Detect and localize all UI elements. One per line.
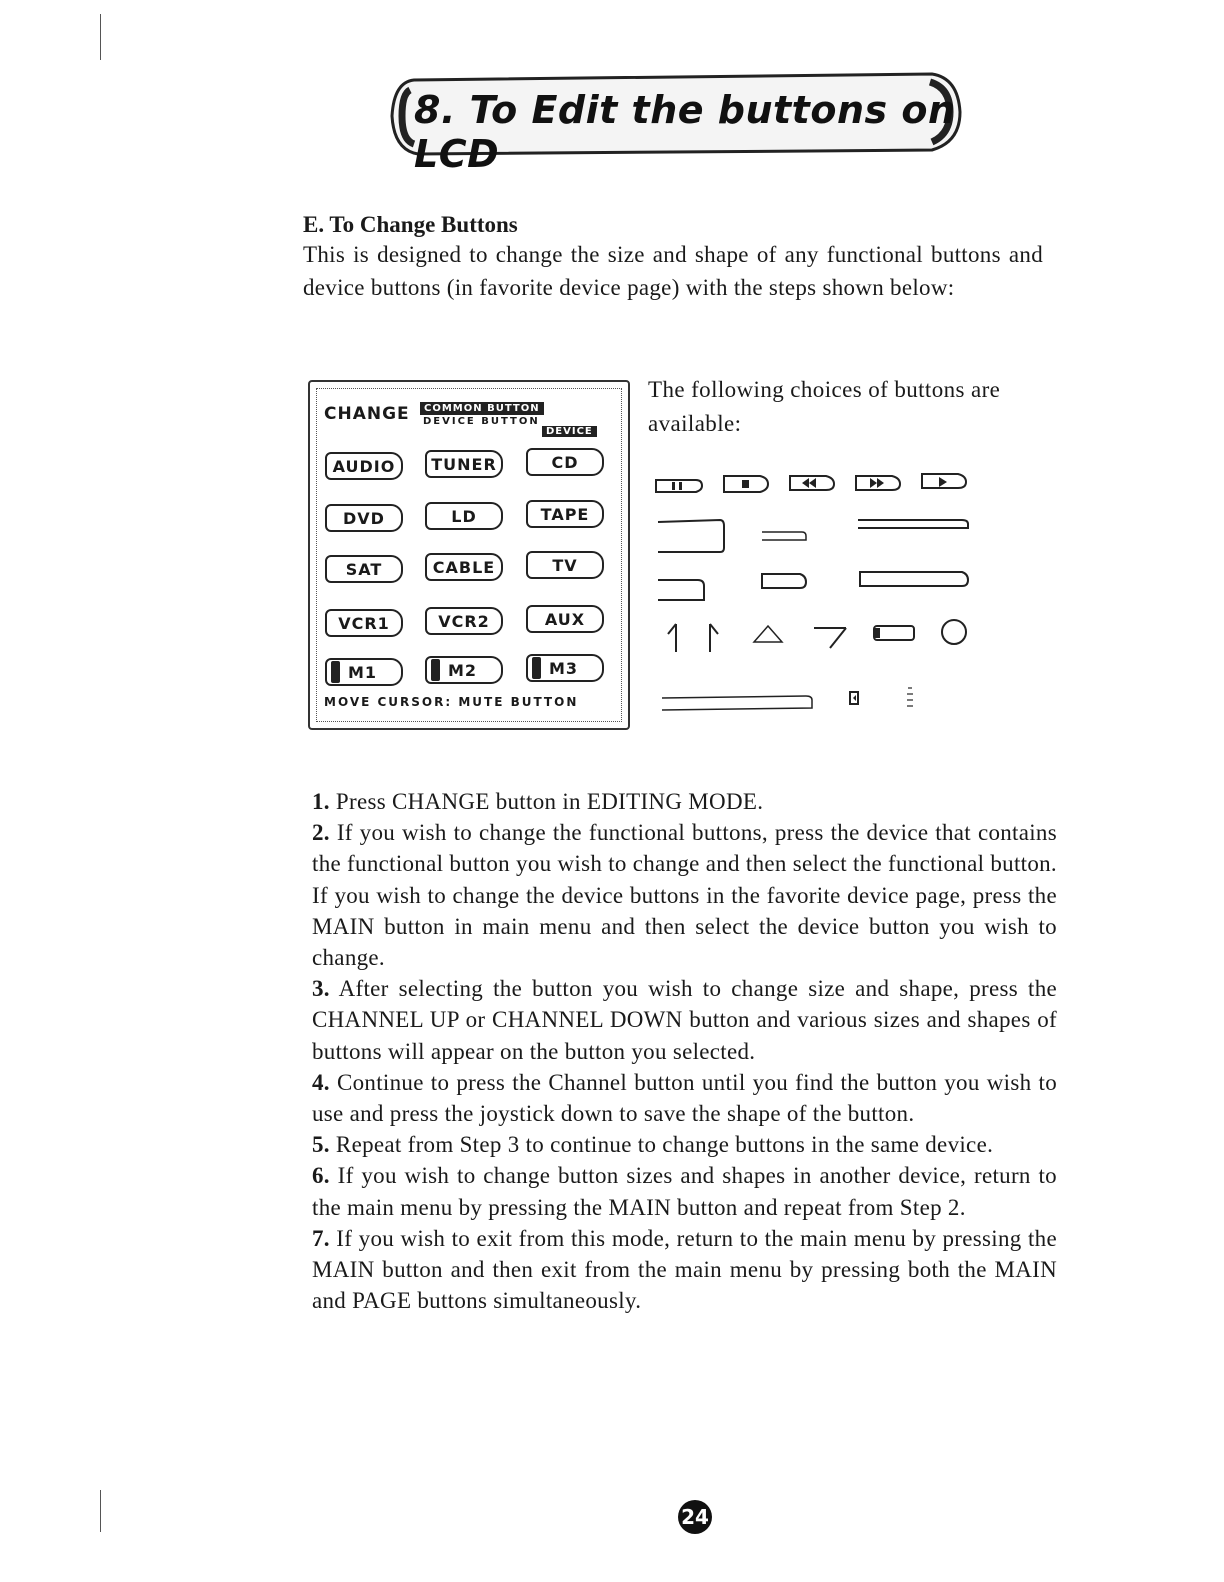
list-item	[312, 786, 1057, 817]
fast-forward-icon	[856, 476, 900, 490]
circle-button-shape	[942, 620, 966, 644]
margin-mark-bottom	[100, 1490, 101, 1532]
list-item	[312, 817, 1057, 973]
rewind-icon	[790, 476, 834, 490]
up-right-arrow-icon	[710, 624, 718, 652]
triangle-icon	[754, 626, 782, 642]
step-number: 2.	[312, 820, 330, 846]
rounded-small-button-shape	[762, 574, 806, 588]
page-title: 8. To Edit the buttons on LCD	[414, 88, 956, 176]
lcd-button-sat[interactable]: SAT	[325, 555, 403, 583]
stop-icon	[724, 476, 768, 492]
title-banner	[384, 70, 964, 176]
choices-description: The following choices of buttons are available:	[648, 377, 1001, 436]
button-shapes-svg	[650, 462, 980, 722]
speaker-icon	[850, 692, 858, 704]
list-item	[312, 1223, 1057, 1317]
tab-device[interactable]: DEVICE	[542, 426, 597, 437]
margin-mark-top	[100, 14, 101, 60]
lcd-button-m1-label: M1	[348, 662, 378, 682]
list-item	[312, 1160, 1057, 1222]
step-text: Repeat from Step 3 to continue to change buttons in the same device.	[335, 1132, 994, 1158]
intro-paragraph: This is designed to change the size and shape of any functional buttons and device buttons (in favorite device page) with the steps shown below:	[303, 242, 1043, 300]
step-text: If you wish to exit from this mode, return to the main menu by pressing the MAIN button and then exit from the main menu by pressing both the MAIN and PAGE buttons simultaneously.	[312, 1225, 1057, 1314]
mute-icon	[907, 688, 913, 706]
lcd-button-m2[interactable]	[425, 656, 503, 684]
step-number: 4.	[312, 1069, 330, 1095]
section-heading: E. To Change Buttons	[303, 212, 518, 237]
lcd-button-m1[interactable]	[325, 658, 403, 686]
step-text: After selecting the button you wish to change size and shape, press the CHANNEL UP or CHANNEL DOWN button and various sizes and shapes of buttons will appear on the button you selected.	[312, 976, 1058, 1064]
lcd-button-aux[interactable]: AUX	[526, 605, 604, 633]
lcd-button-tape[interactable]: TAPE	[526, 500, 604, 528]
step-number: 6.	[312, 1163, 330, 1189]
tab-common-button[interactable]: COMMON BUTTON	[420, 402, 544, 415]
step-number: 1.	[312, 789, 330, 814]
step-text: Continue to press the Channel button until you find the button you wish to use and press the joystick down to save the shape of the button.	[312, 1069, 1057, 1127]
step-text: Press CHANGE button in EDITING MODE.	[335, 789, 764, 814]
large-button-shape	[658, 520, 724, 552]
lcd-button-vcr2[interactable]: VCR2	[425, 607, 503, 635]
medium-button-shape	[658, 580, 704, 600]
up-arrow-icon	[668, 624, 676, 652]
wide-flat-button-shape	[858, 520, 968, 528]
lcd-button-m3-label: M3	[549, 658, 579, 678]
step-text: If you wish to change the functional buttons, press the device that contains the functional button you wish to change and then select the functional button. If you wish to change the device buttons in the favorite device page, press the MAIN button in main menu and then select the device button you wish to change.	[312, 820, 1057, 971]
lcd-screen	[308, 380, 630, 730]
list-item	[312, 1067, 1057, 1129]
list-item	[312, 1129, 1057, 1160]
lcd-button-vcr1[interactable]: VCR1	[325, 609, 403, 637]
lcd-button-audio[interactable]: AUDIO	[325, 452, 403, 480]
button-shapes	[650, 462, 980, 722]
lcd-button-tv[interactable]: TV	[526, 551, 604, 579]
long-button-shape	[662, 696, 812, 710]
step-text: If you wish to change button sizes and shapes in another device, return to the main menu by pressing the MAIN button and repeat from Step 2.	[312, 1163, 1057, 1220]
lcd-footer: MOVE CURSOR: MUTE BUTTON	[324, 695, 579, 709]
step-number: 7.	[312, 1225, 330, 1251]
tab-device-button[interactable]: DEVICE BUTTON	[423, 416, 540, 427]
memory-marker-icon	[331, 661, 340, 683]
step-number: 3.	[312, 976, 330, 1002]
battery-icon	[874, 626, 914, 640]
page-number: 24	[678, 1500, 712, 1534]
memory-marker-icon	[532, 657, 541, 679]
lcd-button-ld[interactable]: LD	[425, 502, 503, 530]
pause-icon	[656, 480, 702, 492]
play-icon	[922, 474, 966, 488]
small-button-shape	[762, 532, 806, 540]
lcd-button-cd[interactable]: CD	[526, 448, 604, 476]
lcd-button-dvd[interactable]: DVD	[325, 504, 403, 532]
lcd-button-m3[interactable]	[526, 654, 604, 682]
memory-marker-icon	[431, 659, 440, 681]
lcd-change-label: CHANGE	[324, 404, 410, 424]
steps-list	[312, 786, 1057, 1316]
diagonal-arrow-icon	[814, 628, 846, 648]
lcd-button-m2-label: M2	[448, 660, 478, 680]
list-item	[312, 973, 1057, 1067]
lcd-button-tuner[interactable]: TUNER	[425, 450, 503, 478]
wide-rounded-button-shape	[860, 572, 968, 586]
lcd-button-cable[interactable]: CABLE	[425, 553, 503, 581]
step-number: 5.	[312, 1132, 330, 1158]
